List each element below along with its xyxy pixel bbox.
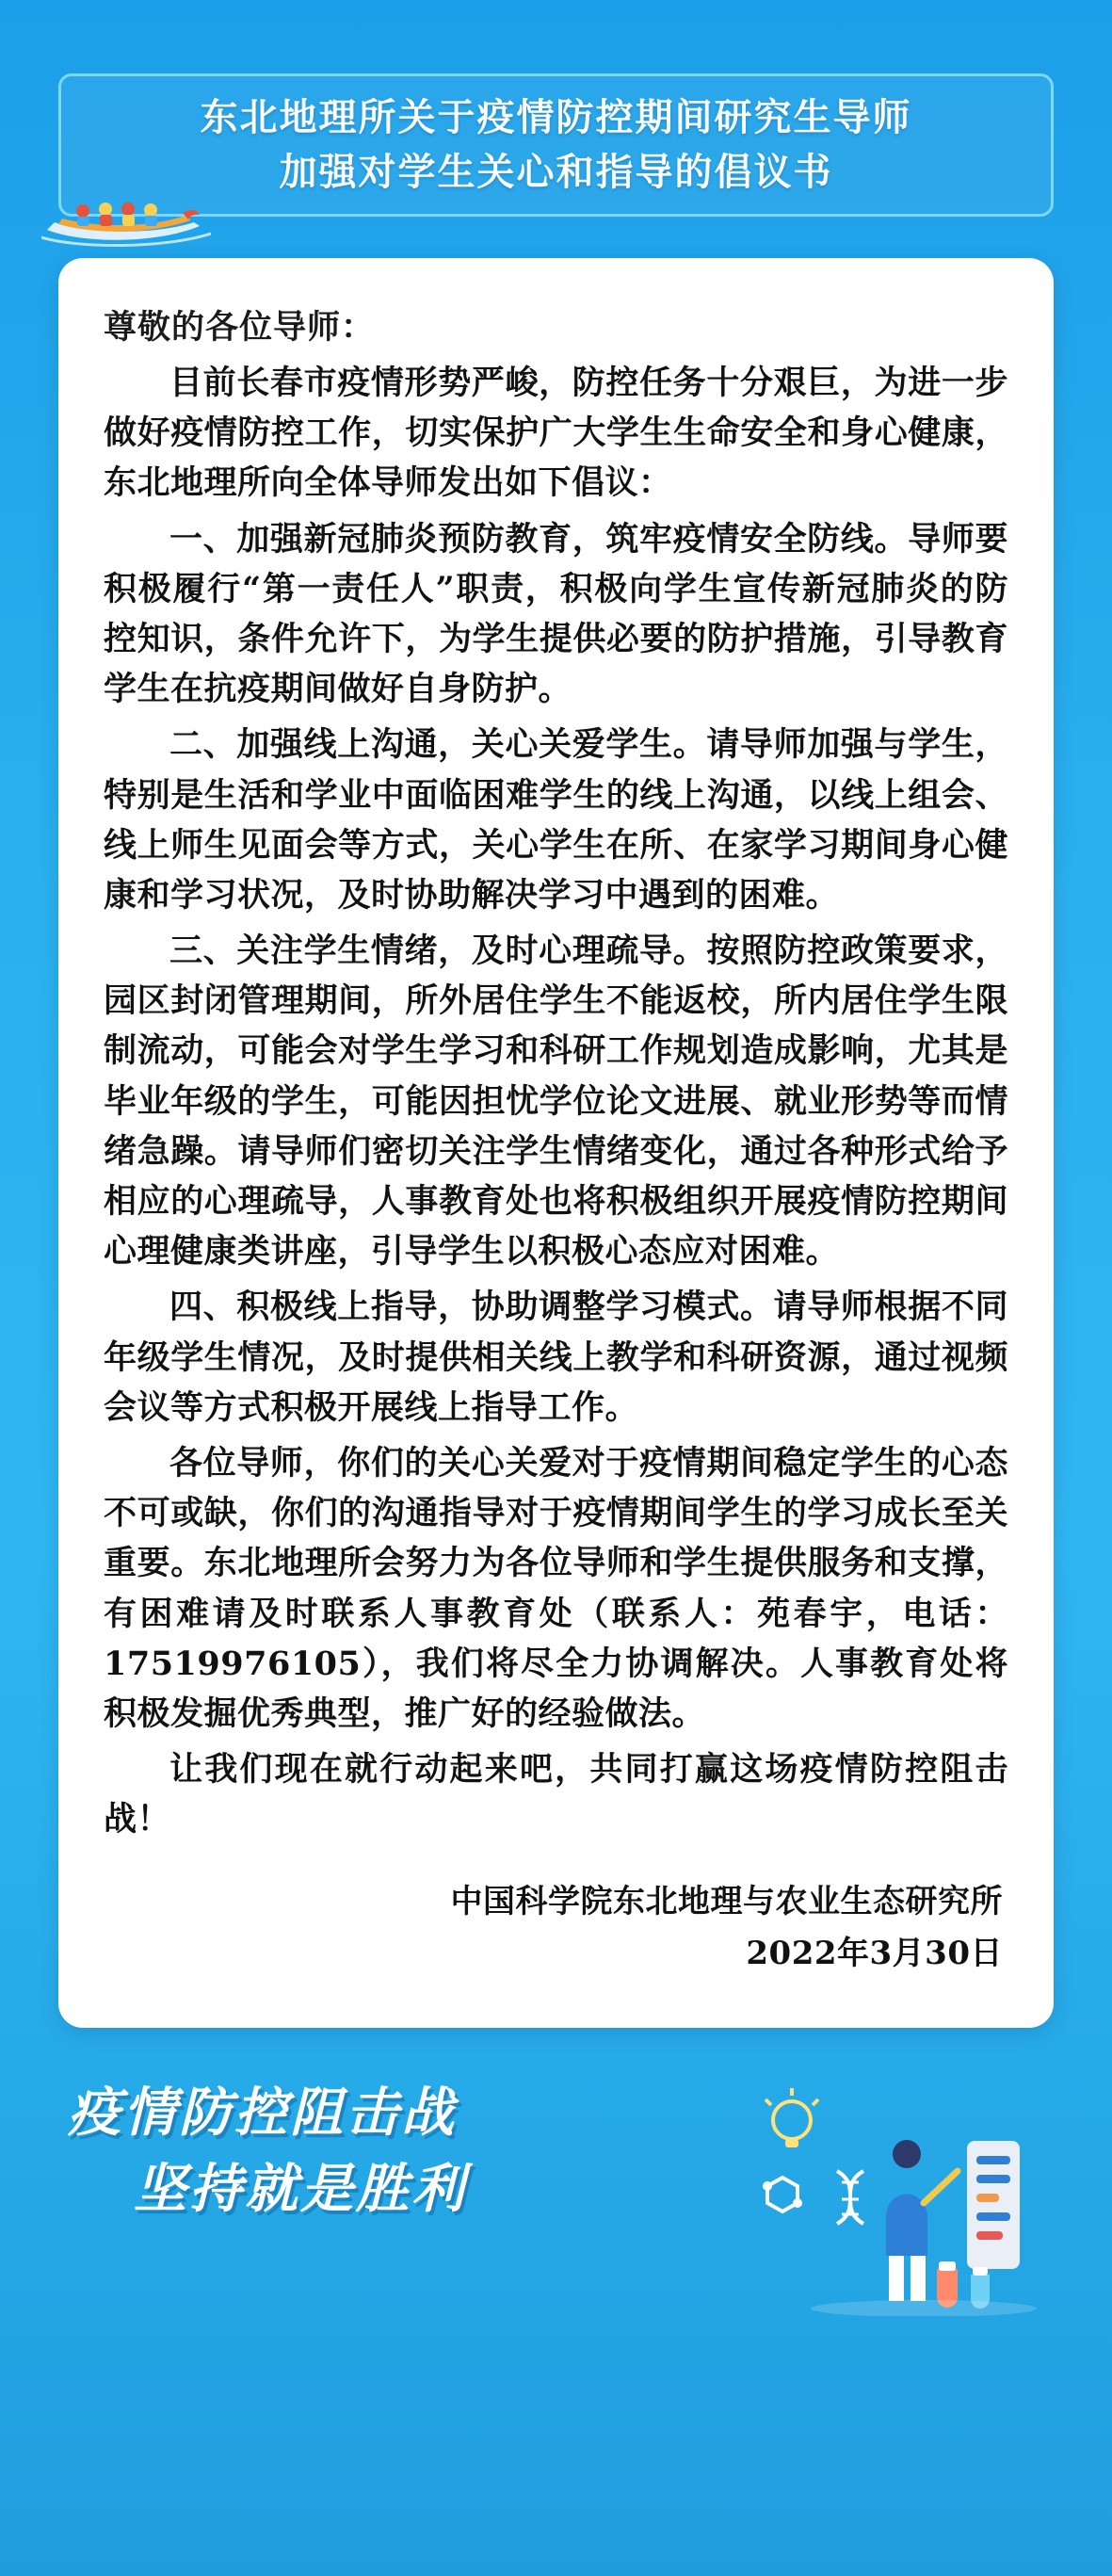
letter-paragraph: 各位导师，你们的关心关爱对于疫情期间稳定学生的心态不可或缺，你们的沟通指导对于疫情期间学生的学习成长至关重要。东北地理所会努力为各位导师和学生提供服务和支撑，有困难请及时联系人事教育处（联系人：苑春宇，电话：17519976105），我们将尽全力协调解决。人事教育处将积极发掘优秀典型，推广好的经验做法。 [104,1443,1008,1733]
page-title-line-2: 加强对学生关心和指导的倡议书 [279,152,833,193]
signature-date: 2022年3月30日 [746,1934,1003,1972]
signature-organization: 中国科学院东北地理与农业生态研究所 [450,1883,1003,1921]
letter-paragraph: 二、加强线上沟通，关心关爱学生。请导师加强与学生，特别是生活和学业中面临困难学生的线上沟通，以线上组会、线上师生见面会等方式，关心学生在所、在家学习期间身心健康和学习状况，及时协助解决学习中遇到的困难。 [104,725,1008,915]
signature [104,1876,1008,1979]
science-lab-illustration [735,2081,1046,2316]
footer-slogan-line-1: 疫情防控阻击战 [68,2082,457,2145]
letter-paragraph: 让我们现在就行动起来吧，共同打赢这场疫情防控阻击战！ [104,1750,1008,1839]
footer-slogan-line-2: 坚持就是胜利 [134,2159,467,2221]
poster-page [0,73,1112,2576]
header [58,73,1054,224]
footer [58,2056,1054,2310]
letter-card [58,258,1054,2028]
letter-paragraph: 目前长春市疫情形势严峻，防控任务十分艰巨，为进一步做好疫情防控工作，切实保护广大学生生命安全和身心健康，东北地理所向全体导师发出如下倡议： [104,364,1008,503]
page-title-line-1: 东北地理所关于疫情防控期间研究生导师 [200,97,912,138]
letter-paragraph: 一、加强新冠肺炎预防教育，筑牢疫情安全防线。导师要积极履行“第一责任人”职责，积极向学生宣传新冠肺炎的防控知识，条件允许下，为学生提供必要的防护措施，引导教育学生在抗疫期间做好自身防护。 [104,519,1008,709]
letter-paragraph: 三、关注学生情绪，及时心理疏导。按照防控政策要求，园区封闭管理期间，所外居住学生不能返校，所内居住学生限制流动，可能会对学生学习和科研工作规划造成影响，尤其是毕业年级的学生，可能因担忧学位论文进展、就业形势等而情绪急躁。请导师们密切关注学生情绪变化，通过各种形式给予相应的心理疏导，人事教育处也将积极组织开展疫情防控期间心理健康类讲座，引导学生以积极心态应对困难。 [104,932,1008,1272]
dragon-boat-icon [41,181,211,249]
footer-slogan [68,2075,467,2228]
letter-paragraph: 四、积极线上指导，协助调整学习模式。请导师根据不同年级学生情况，及时提供相关线上教学和科研资源，通过视频会议等方式积极开展线上指导工作。 [104,1288,1008,1427]
letter-salutation: 尊敬的各位导师： [104,308,376,347]
